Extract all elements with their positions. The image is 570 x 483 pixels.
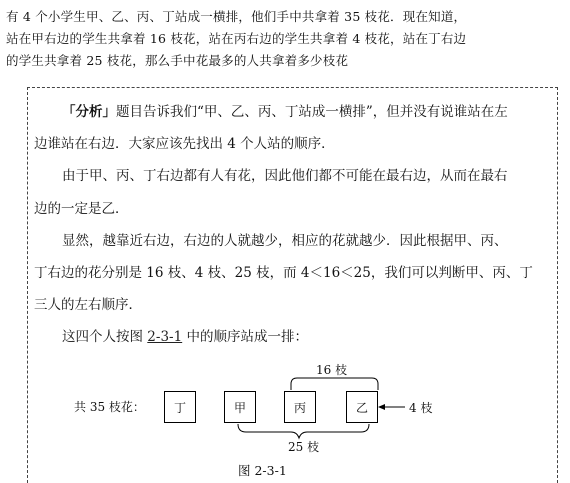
analysis-p3-line3: 三人的左右顺序． xyxy=(34,297,142,313)
analysis-p2-line1: 由于甲、丙、丁右边都有人有花，因此他们都不可能在最右边，从而在最右 xyxy=(62,168,508,184)
problem-line-3: 的学生共拿着 25 枝花，那么手中花最多的人共拿着多少枝花 xyxy=(6,53,349,68)
figure-reference-link[interactable]: 2-3-1 xyxy=(147,329,183,345)
analysis-p4-after: 中的顺序站成一排： xyxy=(182,329,308,345)
analysis-p4 xyxy=(62,321,562,353)
bottom-brace-label: 25 枝 xyxy=(288,440,320,454)
analysis-paragraph-1 xyxy=(62,96,562,128)
person-box-jia: 甲 xyxy=(224,391,256,423)
analysis-p3-line1: 显然，越靠近右边，右边的人就越少，相应的花就越少．因此根据甲、丙、 xyxy=(62,233,508,249)
analysis-p2-line2: 边的一定是乙． xyxy=(34,201,129,217)
analysis-label: 「分析」 xyxy=(62,104,116,120)
figure-caption: 图 2-3-1 xyxy=(238,463,287,478)
analysis-p1-text: 题目告诉我们“甲、乙、丙、丁站成一横排”，但并没有说谁站在左 xyxy=(116,104,508,120)
problem-line-2: 站在甲右边的学生共拿着 16 枝花，站在丙右边的学生共拿着 4 枝花，站在丁右边 xyxy=(6,31,467,46)
person-box-yi: 乙 xyxy=(346,391,378,423)
top-brace-label: 16 枝 xyxy=(316,363,348,377)
person-box-bing: 丙 xyxy=(284,391,316,423)
person-box-ding: 丁 xyxy=(164,391,196,423)
problem-statement xyxy=(6,6,566,72)
total-flowers-label: 共 35 枝花： xyxy=(74,400,145,414)
analysis-p4-before: 这四个人按图 xyxy=(62,329,148,345)
problem-line-1: 有 4 个小学生甲、乙、丙、丁站成一横排，他们手中共拿着 35 枝花．现在知道， xyxy=(6,9,467,24)
analysis-p1-line2: 边谁站在右边．大家应该先找出 4 个人站的顺序． xyxy=(34,136,335,152)
right-count-label: 4 枝 xyxy=(409,401,433,415)
analysis-p3-line2: 丁右边的花分别是 16 枝、4 枝、25 枝，而 4＜16＜25，我们可以判断甲、丙、丁 xyxy=(34,265,533,281)
